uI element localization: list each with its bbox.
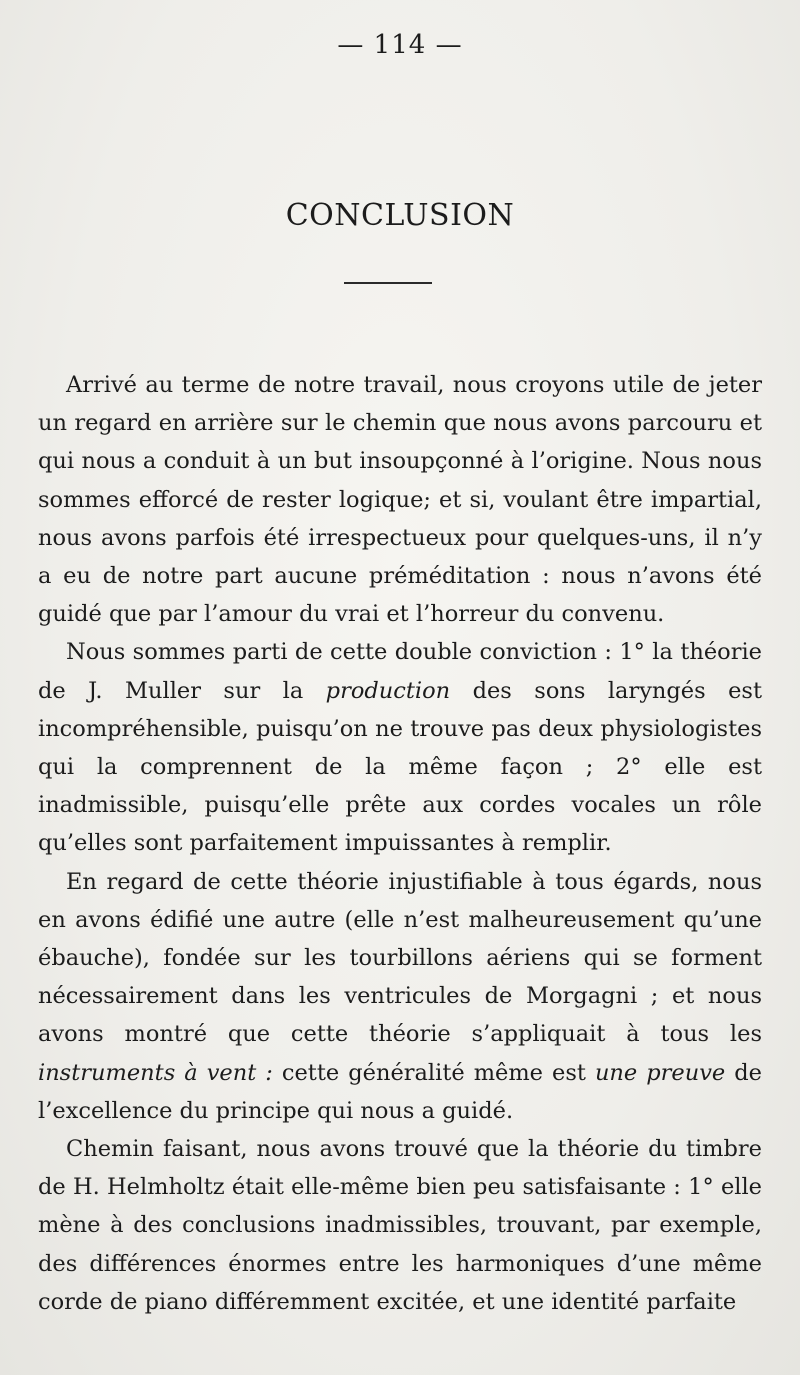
paragraph-1: Arrivé au terme de notre travail, nous croyons utile de jeter un regard en arrière sur le chemin que nous avons parcouru et qui nous a conduit à un but insoupçonné à l’origine. Nous nous sommes efforcé de rester logique; et si, voulant être impartial, nous avons parfois été irrespectueux pour quelques-uns, il n’y a eu de notre part aucune préméditation : nous n’avons été guidé que par l’amour du vrai et l’horreur du convenu.: [38, 372, 762, 628]
chapter-title: CONCLUSION: [285, 198, 515, 233]
paragraph-3-text-a: En regard de cette théorie injustifiable à tous égards, nous en avons édifié une autre (elle n’est malheureusement qu’une ébauche), fondée sur les tourbillons aériens qui se forment nécessairement dans les ventricules de Morgagni ; et nous avons montré que cette théorie s’appliquait à tous les: [38, 868, 762, 1048]
paragraph-3-italic-preuve: une preuve: [594, 1059, 726, 1086]
title-rule: [344, 282, 432, 284]
paragraph-2: [38, 633, 762, 862]
page-number: — 114 —: [337, 30, 463, 60]
body-text: [38, 366, 762, 1321]
paragraph-2-italic-production: production: [325, 677, 451, 704]
paragraph-4: Chemin faisant, nous avons trouvé que la théorie du timbre de H. Helmholtz était elle-même bien peu satisfaisante : 1° elle mène à des conclusions inadmissibles, trouvant, par exemple, des différences énormes entre les harmoniques d’une même corde de piano différemment excitée, et une identité parfaite: [38, 1136, 762, 1315]
paragraph-2-text-a: Nous sommes parti de cette double conviction : 1° la théorie de J. Muller sur la: [38, 639, 762, 704]
paragraph-3-text-b: cette généralité même est: [272, 1059, 595, 1086]
paragraph-2-text-b: des sons laryngés est incompréhensible, puisqu’on ne trouve pas deux physiologistes qui la comprennent de la même façon ; 2° elle est inadmissible, puisqu’elle prête aux cordes vocales un rôle qu’elles sont parfaitement impuissantes à remplir.: [38, 677, 762, 857]
paragraph-3: [38, 863, 762, 1130]
paragraph-3-text-c: de l’excellence du principe qui nous a guidé.: [38, 1059, 762, 1124]
paragraph-3-italic-instruments: instruments à vent :: [38, 1059, 273, 1086]
